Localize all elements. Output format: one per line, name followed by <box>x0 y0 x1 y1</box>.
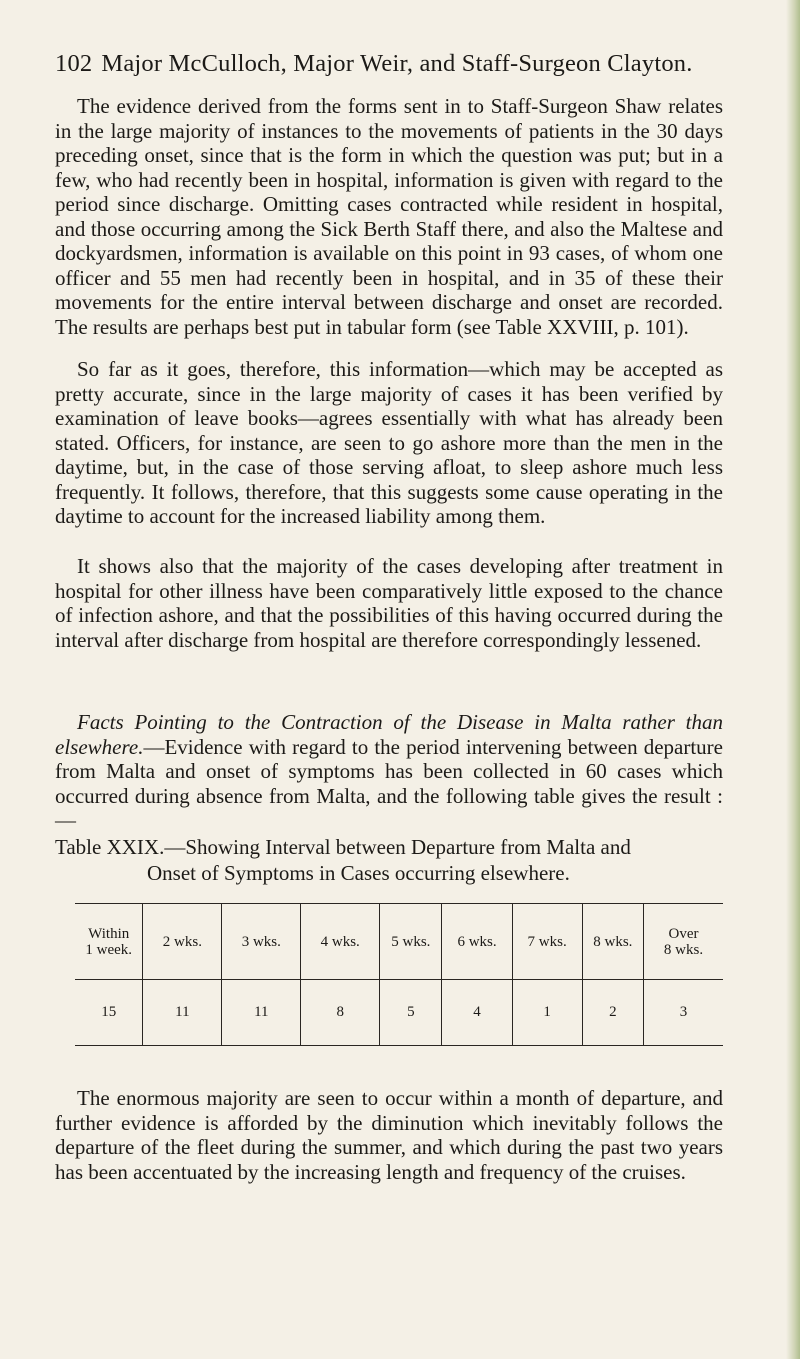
value-cell: 2 <box>582 980 643 1046</box>
value-cell: 11 <box>143 980 222 1046</box>
paragraph-facts-pointing <box>55 710 723 833</box>
table-value-row <box>75 980 723 1046</box>
interval-table <box>75 903 723 1046</box>
table-header-row <box>75 904 723 980</box>
value-cell: 5 <box>380 980 442 1046</box>
header-cell: 7 wks. <box>512 904 582 980</box>
value-cell: 8 <box>301 980 380 1046</box>
header-cell: 3 wks. <box>222 904 301 980</box>
value-cell: 15 <box>75 980 143 1046</box>
header-cell-line: Over <box>668 925 699 942</box>
table-caption-line-1: Table XXIX.—Showing Interval between Departure from Malta and <box>55 835 631 859</box>
header-cell: 6 wks. <box>442 904 512 980</box>
page-number: 102 <box>55 50 93 77</box>
paragraph-it-shows: It shows also that the majority of the cases developing after treatment in hospital for other illness have been comparatively little exposed to the chance of infection ashore, and that the possibilities of this having occurred during the interval after discharge from hospital are therefore correspondingly lessened. <box>55 554 723 652</box>
running-title: Major McCulloch, Major Weir, and Staff-Surgeon Clayton. <box>101 50 693 77</box>
paragraph-evidence-forms: The evidence derived from the forms sent in to Staff-Surgeon Shaw relates in the large majority of instances to the movements of patients in the 30 days preceding onset, since that is the form in which the question was put; but in a few, who had recently been in hospital, information is given with regard to the period since discharge. Omitting cases contracted while resident in hospital, and those occurring among the Sick Berth Staff there, and also the Maltese and dockyardsmen, information is available on this point in 93 cases, of whom one officer and 55 men had recently been in hospital, and in 35 of these their movements for the entire interval between discharge and onset are recorded. The results are perhaps best put in tabular form (see Table XXVIII, p. 101). <box>55 94 723 339</box>
running-head <box>55 50 693 78</box>
header-cell <box>643 904 723 980</box>
header-cell-line: Within <box>88 925 130 942</box>
value-cell: 3 <box>643 980 723 1046</box>
header-cell-line: 8 wks. <box>663 941 704 958</box>
header-cell: 4 wks. <box>301 904 380 980</box>
value-cell: 4 <box>442 980 512 1046</box>
header-cell: 8 wks. <box>582 904 643 980</box>
header-cell-line: 1 week. <box>85 941 133 958</box>
paragraph-so-far: So far as it goes, therefore, this information—which may be accepted as pretty accurate, since in the large majority of cases it has been verified by examination of leave books—agrees essentially with what has already been stated. Officers, for instance, are seen to go ashore more than the men in the daytime, but, in the case of those serving afloat, to sleep ashore much less frequently. It follows, therefore, that this suggests some cause operating in the daytime to account for the increased liability among them. <box>55 357 723 528</box>
header-cell: 5 wks. <box>380 904 442 980</box>
section-body: —Evidence with regard to the period intervening between departure from Malta and onset of symptoms has been collected in 60 cases which occurred during absence from Malta, and the following table gives the result :— <box>55 734 723 832</box>
paragraph-enormous-majority: The enormous majority are seen to occur within a month of departure, and further evidence is afforded by the diminution which inevitably follows the departure of the fleet during the summer, and which during the past two years has been accentuated by the increasing length and frequency of the cruises. <box>55 1086 723 1184</box>
value-cell: 1 <box>512 980 582 1046</box>
value-cell: 11 <box>222 980 301 1046</box>
table-caption-line-2: Onset of Symptoms in Cases occurring elsewhere. <box>147 861 570 885</box>
header-cell: 2 wks. <box>143 904 222 980</box>
page-edge-shadow <box>786 0 800 1359</box>
section-heading: Facts Pointing to the Contraction of the Disease in Malta rather than elsewhere. <box>55 710 723 759</box>
header-cell <box>75 904 143 980</box>
table-caption <box>55 834 723 886</box>
